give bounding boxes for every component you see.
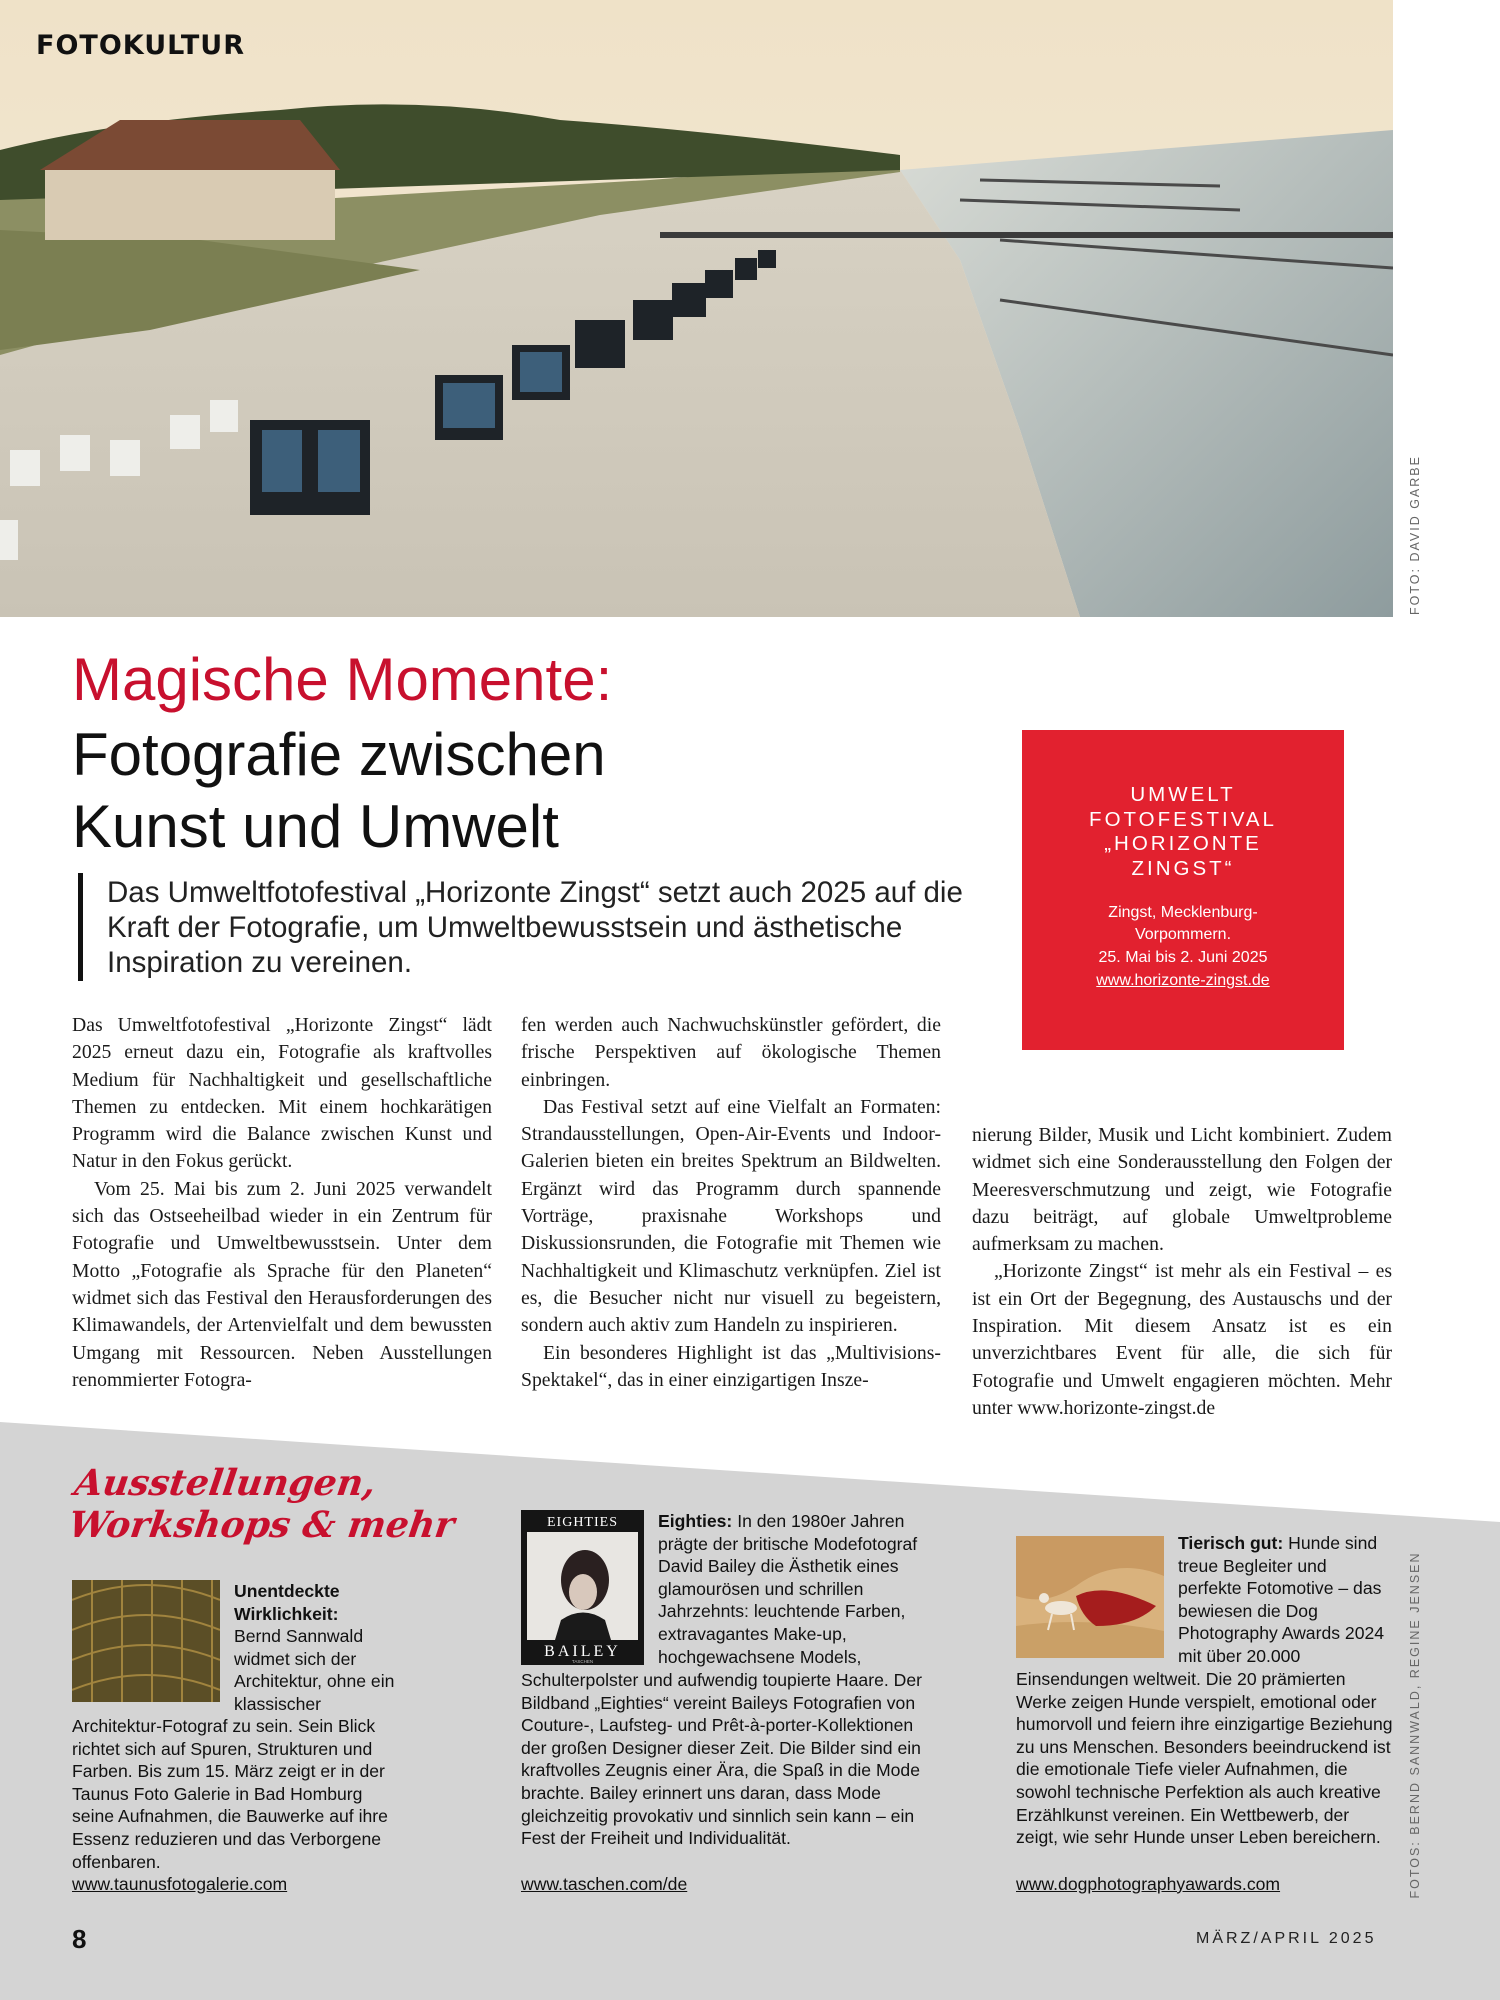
dogphotography-link[interactable]: www.dogphotographyawards.com xyxy=(1016,1874,1281,1894)
info-box xyxy=(1022,730,1344,1050)
eighties-book-cover xyxy=(521,1510,644,1665)
photo-credit: FOTO: DAVID GARBE xyxy=(1408,455,1422,615)
hero-photo xyxy=(0,0,1393,617)
page-number: 8 xyxy=(72,1924,87,1954)
book-publisher: TASCHEN xyxy=(571,1659,594,1664)
item-eighties-text: Eighties: In den 1980er Jahren prägte der britische Modefotograf David Bailey die Ästhetik eines glamourösen und schrillen Jahrzehnts: leuchtende Farben, extravagantes Make-up, hochgewachsene Models, xyxy=(658,1511,918,1667)
book-author: BAILEY xyxy=(544,1643,621,1660)
sidebar-heading: Ausstellungen, Workshops & mehr xyxy=(66,1462,458,1546)
headline-line-2: Kunst und Umwelt xyxy=(72,793,559,860)
issue-date: MÄRZ/APRIL 2025 xyxy=(1196,1930,1377,1947)
dog-photo xyxy=(1016,1536,1164,1658)
book-title: EIGHTIES xyxy=(547,1515,618,1530)
item-unentdeckte-text: Unentdeckte Wirklichkeit: Bernd Sannwald widmet sich der Architektur, ohne ein klassischer xyxy=(234,1581,395,1714)
item-unentdeckte-text-cont: Architektur-Fotograf zu sein. Sein Blick richtet sich auf Spuren, Strukturen und Farben. Bis zum 15. März zeigt er in der Taunus Foto Galerie in Bad Homburg seine Aufnahmen, die Bauwerke auf ihre Essenz reduzieren und das Verborgene offenbaren. xyxy=(72,1716,388,1872)
lead-bar xyxy=(78,873,83,981)
headline-kicker: Magische Momente: xyxy=(72,646,613,713)
info-box-location: Zingst, Mecklenburg-Vorpommern. xyxy=(1108,904,1258,943)
item-tierisch-text-cont: Einsendungen weltweit. Die 20 prämierten Werke zeigen Hunde verspielt, emotional oder humorvoll und feiern ihre einzigartige Beziehung zu uns Menschen. Besonders beeindruckend ist die emotionale Tiefe vieler Aufnahmen, die sowohl technische Perfektion als auch kreative Erzählkunst vereinen. Ein Wettbewerb, der zeigt, wie sehr Hunde unser Leben bereichern. xyxy=(1016,1669,1393,1848)
taschen-link[interactable]: www.taschen.com/de xyxy=(521,1874,688,1894)
info-box-title: UMWELT FOTOFESTIVAL „HORIZONTE ZINGST“ xyxy=(1089,783,1277,880)
lead-paragraph: Das Umweltfotofestival „Horizonte Zingst“ setzt auch 2025 auf die Kraft der Fotografie, um Umweltbewusstsein und ästhetische Inspiration zu vereinen. xyxy=(107,876,963,979)
architecture-photo xyxy=(72,1580,220,1702)
sidebar-photo-credit: FOTOS: BERND SANNWALD, REGINE JENSEN xyxy=(1408,1551,1422,1899)
info-box-dates: 25. Mai bis 2. Juni 2025 xyxy=(1098,949,1268,966)
body-column-2: fen werden auch Nachwuchskünstler gefördert, die frische Perspektiven auf ökologische Themen einbringen. Das Festival setzt auf eine Vielfalt an Formaten: Strandausstellungen, Open-Air-Events und Indoor-Galerien bieten ein breites Spektrum an Bildwelten. Ergänzt wird das Programm durch spannende Vorträge, praxisnahe Workshops und Diskussionsrunden, die Fotografie mit Themen wie Nachhaltigkeit und Klimaschutz verknüpfen. Ziel ist es, die Besucher nicht nur visuell zu begeistern, sondern auch aktiv zum Handeln zu inspirieren. Ein besonderes Highlight ist das „Multivisions-Spektakel“, das in einer einzigartigen Insze- xyxy=(521,1014,941,1391)
section-label: FOTOKULTUR xyxy=(36,30,246,61)
body-column-1: Das Umweltfotofestival „Horizonte Zingst“ lädt 2025 erneut dazu ein, Fotografie als kraftvolles Medium für Nachhaltigkeit und gesellschaftliche Themen zu entdecken. Mit einem hochkarätigen Programm wird die Balance zwischen Kunst und Natur in den Fokus gerückt. Vom 25. Mai bis zum 2. Juni 2025 verwandelt sich das Ostseeheilbad wieder in ein Zentrum für Fotografie und Umweltbewusstsein. Unter dem Motto „Fotografie als Sprache für den Planeten“ widmet sich das Festival den Herausforderungen des Klimawandels, der Artenvielfalt und dem bewussten Umgang mit Ressourcen. Neben Ausstellungen renommierter Fotogra- xyxy=(72,1014,492,1391)
item-eighties-text-cont: Schulterpolster und aufwendig toupierte Haare. Der Bildband „Eighties“ vereint Baileys Fotografien von Couture-, Laufsteg- und Prêt-à-porter-Kollektionen der großen Designer dieser Zeit. Die Bilder sind ein kraftvolles Zeugnis einer Ära, die Spaß in die Mode brachte. Bailey erinnert uns daran, dass Mode gleichzeitig provokativ und sinnlich sein kann – ein Fest der Freiheit und Individualität. xyxy=(521,1670,922,1849)
headline-line-1: Fotografie zwischen xyxy=(72,721,606,788)
info-box-link[interactable]: www.horizonte-zingst.de xyxy=(1096,972,1270,989)
body-column-3: nierung Bilder, Musik und Licht kombiniert. Zudem widmet sich eine Sonderausstellung den Folgen der Meeresverschmutzung und zeigt, wie Fotografie dazu beiträgt, auf globale Umweltprobleme aufmerksam zu machen. „Horizonte Zingst“ ist mehr als ein Festival – es ist ein Ort der Begegnung, des Austauschs und der Inspiration. Mit diesem Ansatz ist es ein unverzichtbares Event für alle, die sich für Fotografie und Umwelt engagieren möchten. Mehr unter www.horizonte-zingst.de xyxy=(972,1124,1392,1419)
item-tierisch-text: Tierisch gut: Hunde sind treue Begleiter und perfekte Fotomotive – das bewiesen die Dog Photography Awards 2024 mit über 20.000 xyxy=(1178,1533,1385,1666)
taunus-link[interactable]: www.taunusfotogalerie.com xyxy=(72,1874,288,1894)
